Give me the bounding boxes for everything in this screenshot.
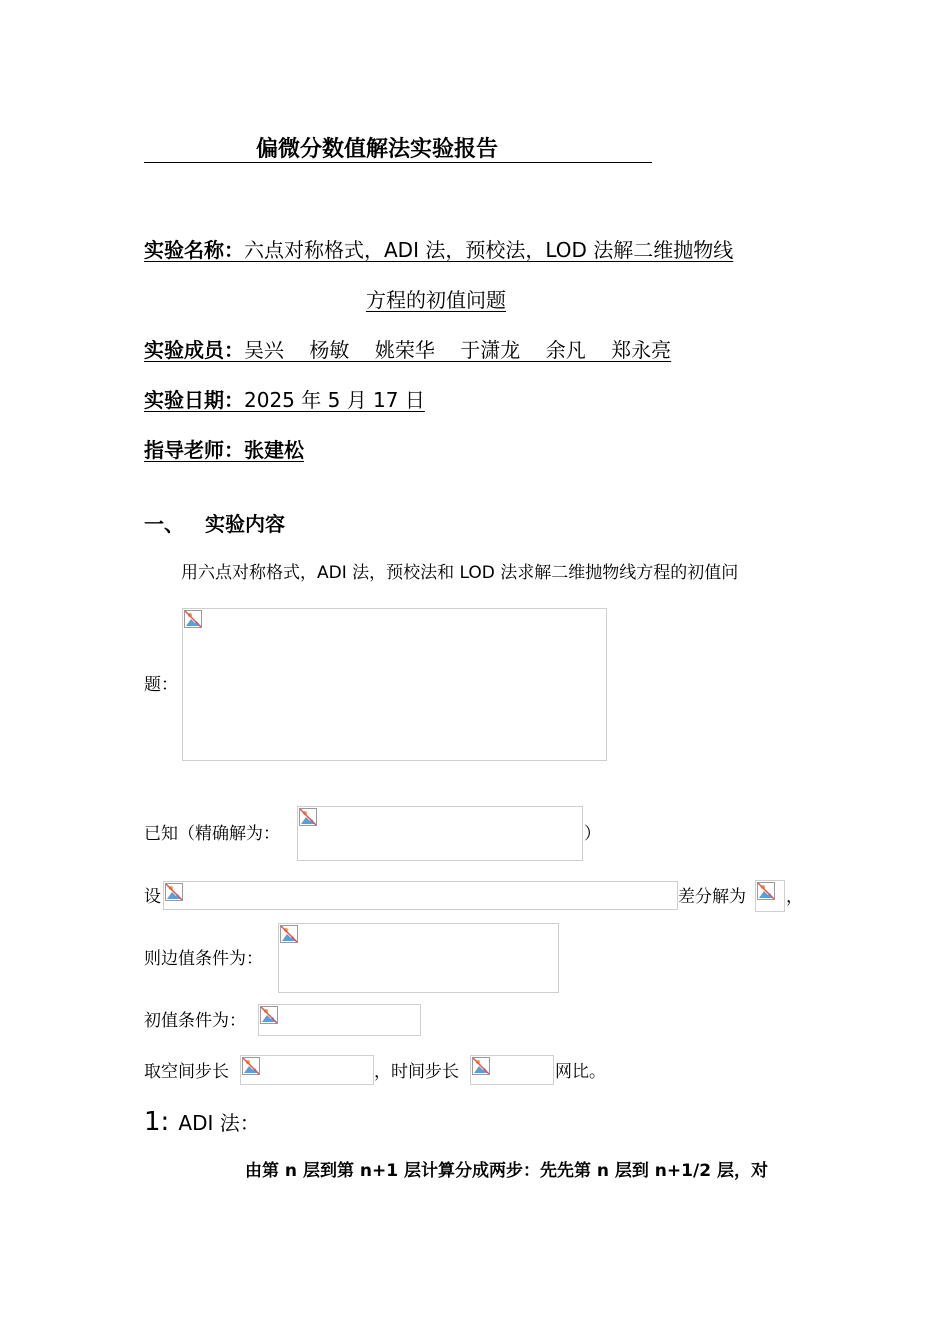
grid-definition-image [163,881,678,910]
section-title: 实验内容 [204,512,285,536]
adi-text: 由第 n 层到第 n+1 层计算分成两步：先先第 n 层到 n+1/2 层，对 [245,1161,768,1181]
broken-image-icon [757,882,775,900]
members-row [144,337,671,363]
time-step-label: ，时间步长 [374,1062,459,1082]
exact-label: 已知（精确解为： [144,824,280,844]
diff-comma: ， [786,887,803,907]
equation-image [182,608,607,761]
broken-image-icon [242,1057,260,1075]
ratio-label: 网比。 [555,1062,606,1082]
broken-image-icon [165,883,183,901]
experiment-name-value-cont: 方程的初值问题 [366,288,506,312]
adi-heading-title: ADI 法： [178,1111,260,1135]
diff-solution-image [755,880,785,912]
date-row [144,387,425,413]
space-step-label: 取空间步长 [144,1062,229,1082]
advisor-label: 指导老师： [144,438,244,462]
broken-image-icon [184,610,202,628]
time-step-image [470,1055,554,1085]
exact-solution-image [297,806,583,861]
boundary-image [278,923,559,993]
experiment-name-label: 实验名称： [144,238,244,262]
section-number: 一、 [144,512,184,536]
experiment-name-row [144,237,733,263]
broken-image-icon [280,925,298,943]
date-label: 实验日期： [144,388,244,412]
date-value: 2025 年 5 月 17 日 [244,388,425,412]
advisor-row [144,437,304,463]
page-title: 偏微分数值解法实验报告 [256,137,499,162]
adi-heading [144,1106,260,1139]
initial-label: 初值条件为： [144,1011,246,1031]
section-heading [144,511,285,537]
broken-image-icon [299,808,317,826]
space-step-image [240,1055,374,1085]
intro-text: 用六点对称格式，ADI 法，预校法和 LOD 法求解二维抛物线方程的初值问 [181,563,739,583]
boundary-label: 则边值条件为： [144,949,263,969]
intro-cont-text: 题： [144,675,178,695]
members-label: 实验成员： [144,338,244,362]
members-value: 吴兴 杨敏 姚荣华 于潇龙 余凡 郑永亮 [244,338,672,362]
let-label: 设 [144,887,161,907]
exact-close: ） [584,824,601,844]
diff-label: 差分解为 [678,887,746,907]
broken-image-icon [260,1006,278,1024]
adi-heading-number: 1: [144,1107,170,1137]
initial-image [258,1004,421,1036]
advisor-value: 张建松 [244,438,304,462]
broken-image-icon [472,1057,490,1075]
experiment-name-value: 六点对称格式，ADI 法，预校法，LOD 法解二维抛物线 [244,238,734,262]
